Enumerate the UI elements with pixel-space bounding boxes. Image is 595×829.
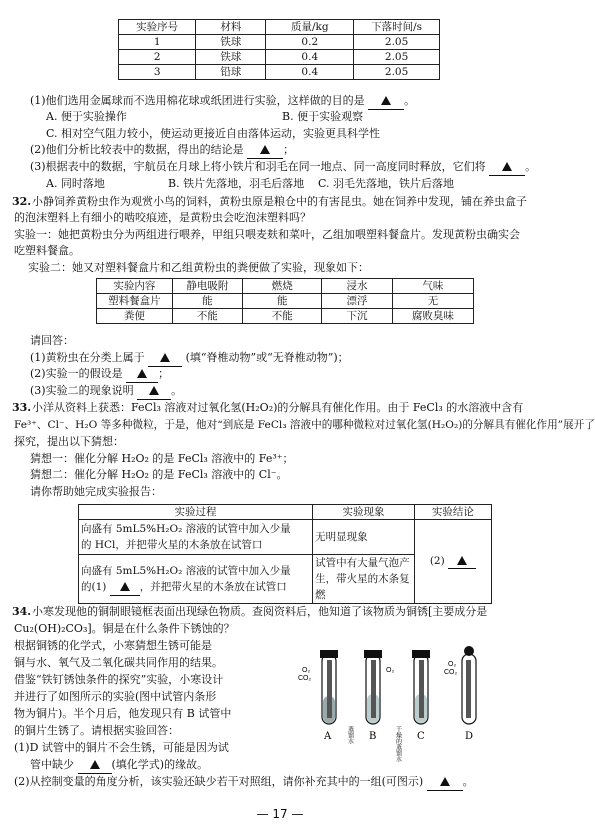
- table-row: [79, 520, 492, 555]
- table-header: 实验现象: [313, 505, 415, 520]
- table-header: 下落时间/s: [354, 20, 440, 35]
- table-cell: 试管中有大量气泡产 生，带火星的木条复燃: [313, 555, 415, 604]
- table-row: [119, 35, 440, 50]
- table-cell: 2.05: [354, 65, 440, 80]
- table-cell: 向盛有 5mL5%H₂O₂ 溶液的试管中加入少量 的(1) ，并把带火星的木条放在试管口: [79, 555, 313, 604]
- table-row: [119, 50, 440, 65]
- q32-intro: 的泡沫塑料上有细小的啮咬痕迹，是黄粉虫会吃泡沫塑料吗？: [14, 211, 311, 224]
- q31-option-c: C. 羽毛先落地，铁片后落地: [318, 177, 455, 190]
- q34-text: 小寒发现他的铜制眼镜框表面出现绿色物质。查阅资料后，他知道了该物质为铜锈[主要成分是: [32, 605, 488, 618]
- q32-ask: 请回答：: [30, 334, 74, 347]
- triangle-icon: [149, 386, 159, 395]
- q34-text: 铜与水、氧气及二氧化碳共同作用的结果。: [14, 656, 223, 669]
- gas-label: O₂: [302, 667, 311, 674]
- table-header: 实验过程: [79, 505, 313, 520]
- table-cell: 2: [119, 50, 196, 65]
- q31-part1: (1)他们选用金属球而不选用棉花球或纸团进行实验，这样做的目的是 。: [30, 93, 415, 110]
- table-header: 质量/kg: [266, 20, 354, 35]
- table-cell: 1: [119, 35, 196, 50]
- table-header: 气味: [392, 279, 473, 294]
- data-table-falling-time: [118, 19, 440, 80]
- answer-blank[interactable]: [137, 383, 171, 400]
- q34-text: Cu₂(OH)₂CO₃]。铜是在什么条件下锈蚀的？: [14, 622, 235, 635]
- table-cell: 下沉: [322, 309, 392, 324]
- question-number: 33.: [12, 401, 32, 414]
- answer-blank[interactable]: [448, 554, 476, 569]
- q31-option-a: A. 同时落地: [46, 177, 105, 190]
- table-cell: 铁球: [196, 35, 266, 50]
- q32-exp1: 吃塑料餐盒。: [14, 244, 80, 257]
- gas-label: CO₂: [298, 675, 312, 682]
- q31-option-b: B. 便于实验观察: [282, 110, 364, 123]
- table-cell: 无明显现象: [313, 520, 415, 555]
- q32-answer1: (1)黄粉虫在分类上属于 (填“脊椎动物”或“无脊椎动物”)；: [30, 350, 349, 367]
- table-header-row: [119, 20, 440, 35]
- triangle-icon: [502, 162, 512, 171]
- q32-answer3: (3)实验二的现象说明 。: [30, 383, 182, 400]
- gas-label: O₂: [386, 667, 395, 674]
- table-header: 燃烧: [243, 279, 322, 294]
- q34-text: 根据铜锈的化学式，小寒猜想生锈可能是: [14, 639, 212, 652]
- table-cell: 不能: [172, 309, 242, 324]
- q32-exp2: 实验二：她又对塑料餐盒片和乙组黄粉虫的粪便做了实验，现象如下：: [28, 261, 369, 274]
- q32-answer2: (2)实验一的假设是 ；: [30, 366, 169, 383]
- table-cell: 3: [119, 65, 196, 80]
- triangle-icon: [440, 777, 450, 786]
- answer-blank[interactable]: [126, 366, 158, 383]
- table-header: 浸水: [322, 279, 392, 294]
- answer-blank[interactable]: [489, 159, 525, 176]
- table-header: 材料: [196, 20, 266, 35]
- tube-label-b: B: [369, 731, 377, 742]
- table-cell: 漂浮: [322, 294, 392, 309]
- q33-intro: 小洋从资料上获悉：FeCl₃ 溶液对过氧化氢(H₂O₂)的分解具有催化作用。由于 FeCl₃ 的水溶液中含有: [32, 401, 524, 414]
- gas-label: CO₂: [444, 669, 458, 676]
- table-cell: 2.05: [354, 35, 440, 50]
- answer-blank[interactable]: [78, 757, 112, 774]
- tube-label-a: A: [324, 731, 332, 742]
- q33-help: 请你帮助她完成实验报告：: [30, 485, 162, 498]
- test-tube-d: [462, 646, 476, 724]
- q31-option-c: C. 相对空气阻力较小，使运动更接近自由落体运动，实验更具科学性: [46, 127, 381, 140]
- table-cell: 0.2: [266, 35, 354, 50]
- table-cell: 不能: [243, 309, 322, 324]
- table-cell: 无: [392, 294, 473, 309]
- table-header: 实验内容: [97, 279, 173, 294]
- answer-blank[interactable]: [427, 774, 463, 791]
- table-cell: 能: [243, 294, 322, 309]
- triangle-icon: [160, 353, 170, 362]
- triangle-icon: [457, 556, 467, 565]
- test-tube-a: [320, 650, 338, 724]
- table-cell: 粪便: [97, 309, 173, 324]
- q33-guess2: 猜想二：催化分解 H₂O₂ 的是 FeCl₃ 溶液中的 Cl⁻。: [30, 468, 288, 481]
- test-tube-figure: [290, 646, 520, 762]
- q34-text: 的铜片生锈了。请根据实验回答：: [14, 724, 179, 737]
- table-cell: 铁球: [196, 50, 266, 65]
- water-label: 蒸馏水: [346, 726, 354, 744]
- q33-guess1: 猜想一：催化分解 H₂O₂ 的是 FeCl₃ 溶液中的 Fe³⁺；: [30, 452, 294, 465]
- catalysis-report-table: [78, 504, 492, 604]
- table-row: [97, 294, 474, 309]
- insect-experiment-table: [96, 278, 474, 324]
- gas-label: O₂: [448, 661, 457, 668]
- q34-q1: (1)D 试管中的铜片不会生锈，可能是因为试: [14, 741, 229, 754]
- triangle-icon: [381, 96, 391, 105]
- table-cell: 塑料餐盒片: [97, 294, 173, 309]
- q34-text: 物为铜片)。半个月后，他发现只有 B 试管中: [14, 707, 232, 720]
- table-cell: 0.4: [266, 65, 354, 80]
- answer-blank[interactable]: [247, 142, 283, 159]
- table-cell: 2.05: [354, 50, 440, 65]
- test-tube-c: [412, 650, 430, 724]
- table-cell: 铅球: [196, 65, 266, 80]
- q34-q2: (2)从控制变量的角度分析，该实验还缺少若干对照组，请你补充其中的一组(可图示) 。: [14, 774, 474, 791]
- page-number: — 17 —: [256, 807, 304, 821]
- tube-label-d: D: [465, 731, 474, 742]
- water-label: 干燥的蒸馏水: [394, 726, 402, 762]
- table-row: [119, 65, 440, 80]
- triangle-icon: [260, 145, 270, 154]
- question-number: 32.: [12, 195, 32, 208]
- triangle-icon: [137, 369, 147, 378]
- q34-text: 并进行了如图所示的实验(图中试管内条形: [14, 690, 217, 703]
- answer-blank[interactable]: [148, 350, 182, 367]
- q31-part2: (2)他们分析比较表中的数据，得出的结论是 ；: [30, 142, 294, 159]
- answer-blank[interactable]: [110, 579, 140, 596]
- question-number: 34.: [12, 605, 32, 618]
- table-header: 静电吸附: [172, 279, 242, 294]
- table-header-row: [79, 505, 492, 520]
- q31-option-b: B. 铁片先落地，羽毛后落地: [168, 177, 305, 190]
- tube-label-c: C: [417, 731, 425, 742]
- q31-part3: (3)根据表中的数据，宇航员在月球上将小铁片和羽毛在同一地点、同一高度同时释放，它们将 。: [30, 159, 536, 176]
- table-cell: 能: [172, 294, 242, 309]
- q33-intro: 探究，提出以下猜想：: [14, 435, 124, 448]
- table-cell: (2): [414, 520, 491, 604]
- table-header: 实验结论: [414, 505, 491, 520]
- q31-option-a: A. 便于实验操作: [46, 110, 127, 123]
- triangle-icon: [90, 760, 100, 769]
- answer-blank[interactable]: [368, 93, 404, 110]
- table-row: [97, 309, 474, 324]
- table-cell: 0.4: [266, 50, 354, 65]
- q33-intro: Fe³⁺、Cl⁻、H₂O 等多种微粒，于是，他对“到底是 FeCl₃ 溶液中的哪种微粒对过氧化氢(H₂O₂)的分解具有催化作用”展开了: [14, 419, 595, 431]
- table-header-row: [97, 279, 474, 294]
- table-header: 实验序号: [119, 20, 196, 35]
- table-cell: 腐败臭味: [392, 309, 473, 324]
- test-tube-b: [364, 650, 382, 724]
- q32-intro: 小静饲养黄粉虫作为观赏小鸟的饲料，黄粉虫原是粮仓中的有害昆虫。她在饲养中发现，铺在养虫盒子: [32, 195, 527, 208]
- q34-text: 借鉴“铁钉锈蚀条件的探究”实验，小寒设计: [14, 673, 224, 686]
- q34-q1: 管中缺少 (填化学式)的缘故。: [30, 757, 208, 774]
- table-cell: 向盛有 5mL5%H₂O₂ 溶液的试管中加入少量 的 HCl，并把带火星的木条放在试管口: [79, 520, 313, 555]
- triangle-icon: [120, 582, 130, 591]
- q32-exp1: 实验一：她把黄粉虫分为两组进行喂养，甲组只喂麦麸和菜叶，乙组加喂塑料餐盒片。发现黄粉虫确实会: [14, 228, 520, 241]
